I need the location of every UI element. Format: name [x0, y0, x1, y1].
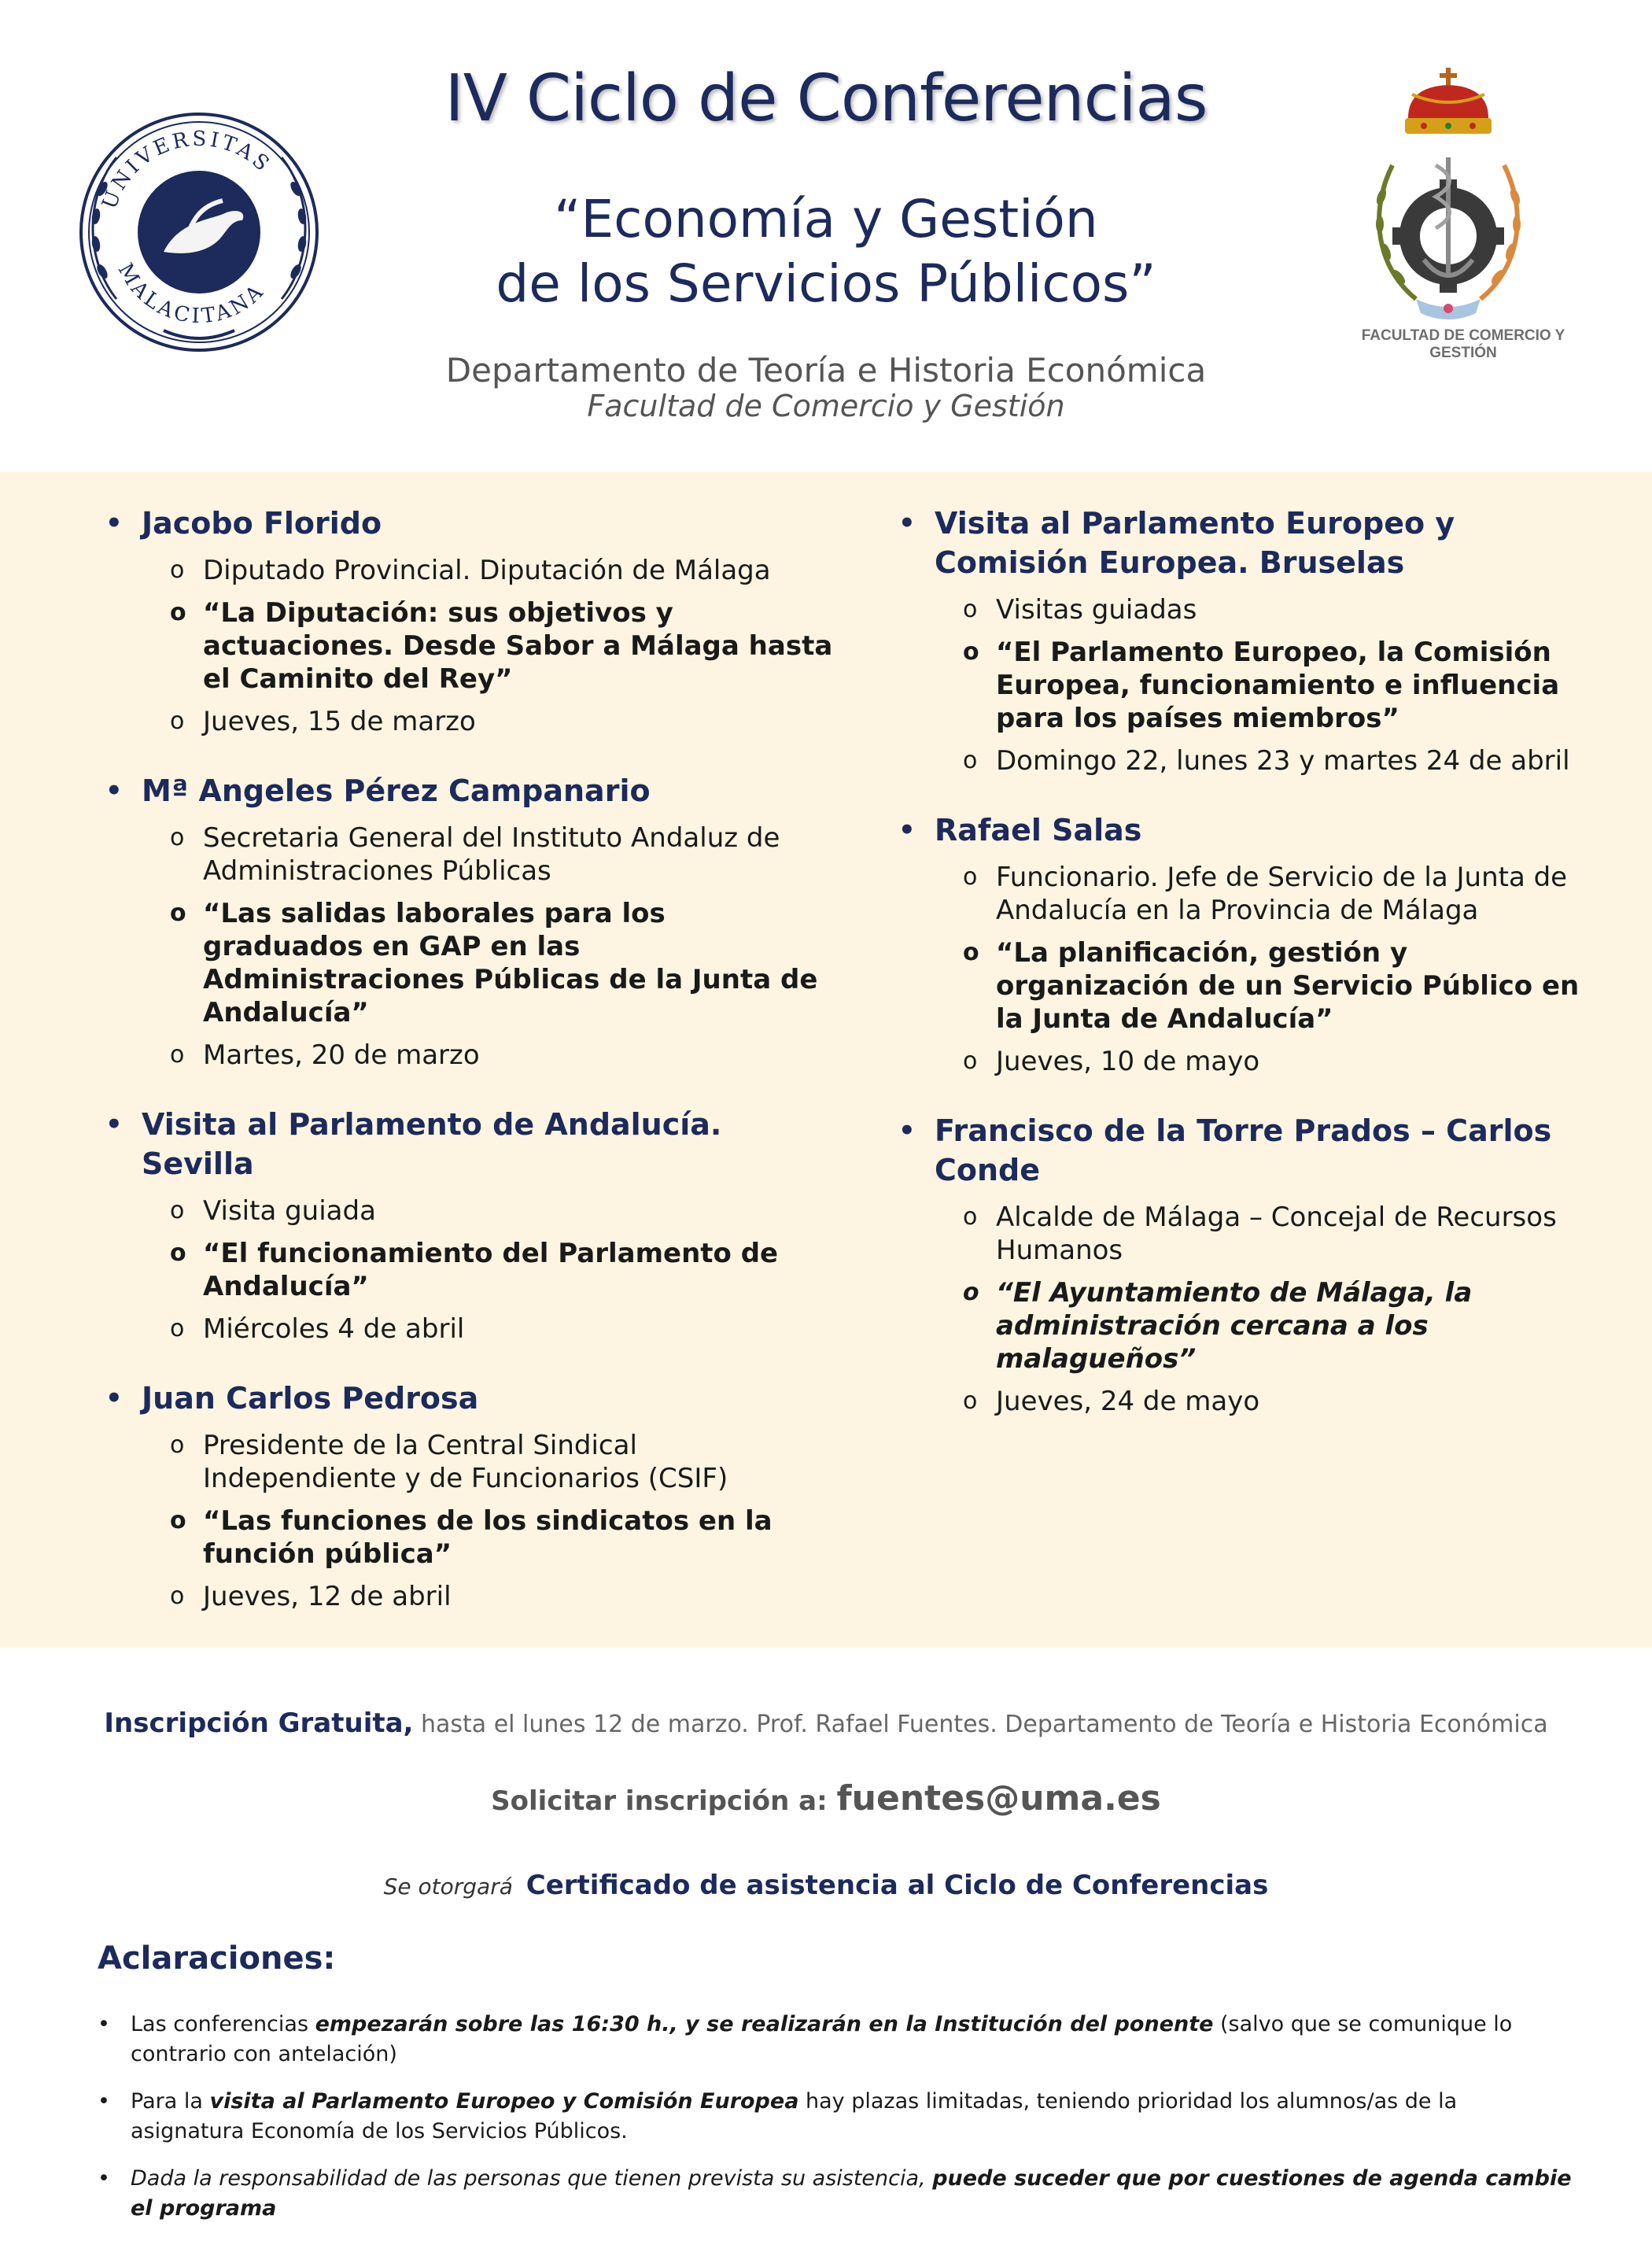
entry-detail-text: “Las salidas laborales para los graduados en GAP en las Administraciones Públicas de la Junta de Andalucía” [203, 898, 818, 1028]
entry-detail [102, 1237, 834, 1303]
faculty-crest-logo [1361, 63, 1534, 330]
faculty-name: Facultad de Comercio y Gestión [587, 389, 1065, 423]
entry-detail-text: Secretaria General del Instituto Andaluz de Administraciones Públicas [203, 822, 780, 887]
entry-detail-text: “El funcionamiento del Parlamento de Andalucía” [203, 1238, 779, 1302]
entry-heading [895, 810, 1603, 850]
bullet-icon: • [98, 2166, 110, 2191]
entry-detail [895, 1201, 1603, 1267]
entry-detail-text: “Las funciones de los sindicatos en la función pública” [203, 1505, 773, 1570]
inscription-lead: Inscripción Gratuita, [104, 1708, 414, 1739]
ring-bullet-icon: o [963, 638, 979, 666]
subtitle-line-2: de los Servicios Públicos” [496, 253, 1156, 314]
program-entry [895, 810, 1603, 1078]
certificate-line [0, 1870, 1652, 1901]
ring-bullet-icon: o [963, 1387, 978, 1415]
entry-heading-text: Juan Carlos Pedrosa [142, 1381, 479, 1416]
entry-detail-text: Martes, 20 de marzo [203, 1039, 480, 1071]
entry-detail-text: “La Diputación: sus objetivos y actuaciones. Desde Sabor a Málaga hasta el Caminito del Rey” [203, 597, 833, 695]
note-text: visita al Parlamento Europeo y Comisión Europea [209, 2089, 799, 2114]
entry-detail [895, 1045, 1603, 1078]
note-text: hay plazas limitadas, teniendo prioridad los alumnos/as de la asignatura Economía de los Servicios Públicos. [131, 2089, 1458, 2143]
bullet-icon: • [98, 2012, 110, 2036]
ring-bullet-icon: o [170, 824, 185, 851]
bullet-icon: • [105, 775, 123, 807]
note-text: Para la [131, 2089, 210, 2114]
crest-caption: FACULTAD DE COMERCIO Y GESTIÓN [1361, 327, 1565, 361]
program-entry [895, 504, 1603, 777]
note-text: empezarán sobre las 16:30 h., y se realizarán en la Institución del ponente [315, 2012, 1214, 2036]
ring-bullet-icon: o [170, 1239, 186, 1267]
ring-bullet-icon: o [170, 899, 186, 927]
entry-detail-text: Jueves, 10 de mayo [996, 1046, 1260, 1077]
program-column-right [895, 504, 1603, 1451]
bullet-icon: • [98, 2089, 110, 2114]
entry-detail [102, 596, 834, 696]
footer [0, 1648, 1652, 2221]
entry-detail [102, 1039, 834, 1072]
program-entry [102, 504, 834, 738]
note-text: (salvo que se comunique lo contrario con antelación) [131, 2012, 1513, 2066]
entry-detail [102, 1504, 834, 1571]
entry-detail-text: Jueves, 24 de mayo [996, 1386, 1260, 1417]
entry-heading [102, 1379, 834, 1418]
ring-bullet-icon: o [170, 1431, 185, 1459]
program-panel [0, 472, 1652, 1648]
note-text: puede suceder que por cuestiones de agenda cambie el programa [131, 2166, 1572, 2221]
bullet-icon: • [898, 814, 916, 846]
contact-email-link[interactable]: fuentes@uma.es [836, 1778, 1161, 1818]
entry-heading [895, 1111, 1603, 1190]
program-entry [102, 1379, 834, 1613]
ring-bullet-icon: o [170, 1507, 186, 1534]
clarification-note [98, 2164, 1576, 2224]
entry-detail-text: Jueves, 12 de abril [203, 1581, 452, 1612]
ring-bullet-icon: o [963, 1203, 978, 1231]
entry-heading-text: Francisco de la Torre Prados – Carlos Conde [935, 1113, 1552, 1187]
entry-heading-text: Visita al Parlamento de Andalucía. Sevilla [142, 1107, 722, 1181]
entry-heading-text: Visita al Parlamento Europeo y Comisión Europea. Bruselas [935, 506, 1455, 580]
entry-detail [102, 554, 834, 587]
entry-detail [102, 1429, 834, 1495]
entry-detail-text: Miércoles 4 de abril [203, 1313, 465, 1345]
entry-detail [895, 1385, 1603, 1418]
ring-bullet-icon: o [963, 939, 979, 966]
entry-detail [102, 1312, 834, 1346]
entry-heading-text: Rafael Salas [935, 813, 1142, 847]
bullet-icon: • [898, 1115, 916, 1146]
entry-detail-text: “El Ayuntamiento de Málaga, la administración cercana a los malagueños” [996, 1277, 1473, 1375]
svg-text:UNIVERSITAS: UNIVERSITAS [98, 127, 276, 212]
ring-bullet-icon: o [963, 1047, 978, 1075]
bullet-icon: • [105, 1109, 123, 1140]
svg-text:MALACITANA: MALACITANA [112, 259, 271, 329]
bullet-icon: • [105, 1383, 123, 1414]
clarification-note [98, 2010, 1576, 2069]
header [0, 0, 1652, 472]
entry-detail [895, 636, 1603, 735]
subtitle-line-1: “Economía y Gestión [554, 189, 1098, 249]
entry-detail-text: “La planificación, gestión y organización de un Servicio Público en la Junta de Andalucía” [996, 937, 1580, 1035]
certificate-lead: Se otorgará [383, 1874, 520, 1899]
entry-detail [102, 705, 834, 738]
bullet-icon: • [105, 508, 123, 539]
inscription-details: hasta el lunes 12 de marzo. Prof. Rafael Fuentes. Departamento de Teoría e Historia Económica [413, 1711, 1548, 1738]
ring-bullet-icon: o [963, 596, 978, 623]
solicit-line [0, 1778, 1652, 1818]
entry-heading [102, 1105, 834, 1183]
entry-heading-text: Mª Angeles Pérez Campanario [142, 773, 651, 808]
department-name: Departamento de Teoría e Historia Económica [445, 351, 1207, 389]
entry-detail-text: Alcalde de Málaga – Concejal de Recursos Humanos [996, 1202, 1557, 1266]
ring-bullet-icon: o [170, 1041, 185, 1069]
inscription-line [0, 1708, 1652, 1739]
entry-detail [895, 593, 1603, 626]
ring-bullet-icon: o [170, 707, 185, 735]
entry-detail [102, 1580, 834, 1613]
ring-bullet-icon: o [170, 599, 186, 626]
clarifications-title: Aclaraciones: [98, 1940, 336, 1977]
entry-heading [895, 504, 1603, 582]
program-entry [895, 1111, 1603, 1418]
entry-heading-text: Jacobo Florido [142, 506, 382, 541]
clarification-note [98, 2087, 1576, 2147]
bullet-icon: • [898, 508, 916, 539]
ring-bullet-icon: o [963, 863, 978, 891]
program-entry [102, 771, 834, 1072]
solicit-label: Solicitar inscripción a: [491, 1785, 837, 1817]
ring-bullet-icon: o [170, 1197, 185, 1224]
entry-detail [102, 1194, 834, 1228]
clarifications-list [98, 2010, 1576, 2241]
entry-detail-text: Jueves, 15 de marzo [203, 706, 476, 737]
ring-bullet-icon: o [170, 1582, 185, 1610]
entry-detail-text: “El Parlamento Europeo, la Comisión Europea, funcionamiento e influencia para los países miembros” [996, 637, 1560, 734]
program-column-left [102, 504, 834, 1646]
ring-bullet-icon: o [170, 556, 185, 584]
entry-detail-text: Visitas guiadas [996, 594, 1197, 626]
entry-detail [895, 1276, 1603, 1375]
certificate-text: Certificado de asistencia al Ciclo de Conferencias [525, 1870, 1269, 1901]
entry-detail-text: Visita guiada [203, 1195, 376, 1227]
entry-heading [102, 504, 834, 543]
entry-detail [895, 861, 1603, 927]
entry-heading [102, 771, 834, 810]
ring-bullet-icon: o [963, 747, 978, 774]
entry-detail-text: Funcionario. Jefe de Servicio de la Junta de Andalucía en la Provincia de Málaga [996, 862, 1568, 926]
program-entry [102, 1105, 834, 1346]
ring-bullet-icon: o [170, 1315, 185, 1342]
ring-bullet-icon: o [963, 1279, 979, 1306]
entry-detail [102, 897, 834, 1029]
note-text: Las conferencias [131, 2012, 315, 2036]
note-text: Dada la responsabilidad de las personas que tienen prevista su asistencia, [131, 2166, 933, 2191]
page-title: IV Ciclo de Conferencias [444, 61, 1208, 136]
entry-detail [102, 821, 834, 888]
entry-detail-text: Presidente de la Central Sindical Independiente y de Funcionarios (CSIF) [203, 1430, 728, 1494]
entry-detail [895, 744, 1603, 777]
entry-detail [895, 936, 1603, 1036]
entry-detail-text: Diputado Provincial. Diputación de Málaga [203, 555, 771, 586]
entry-detail-text: Domingo 22, lunes 23 y martes 24 de abril [996, 745, 1570, 777]
